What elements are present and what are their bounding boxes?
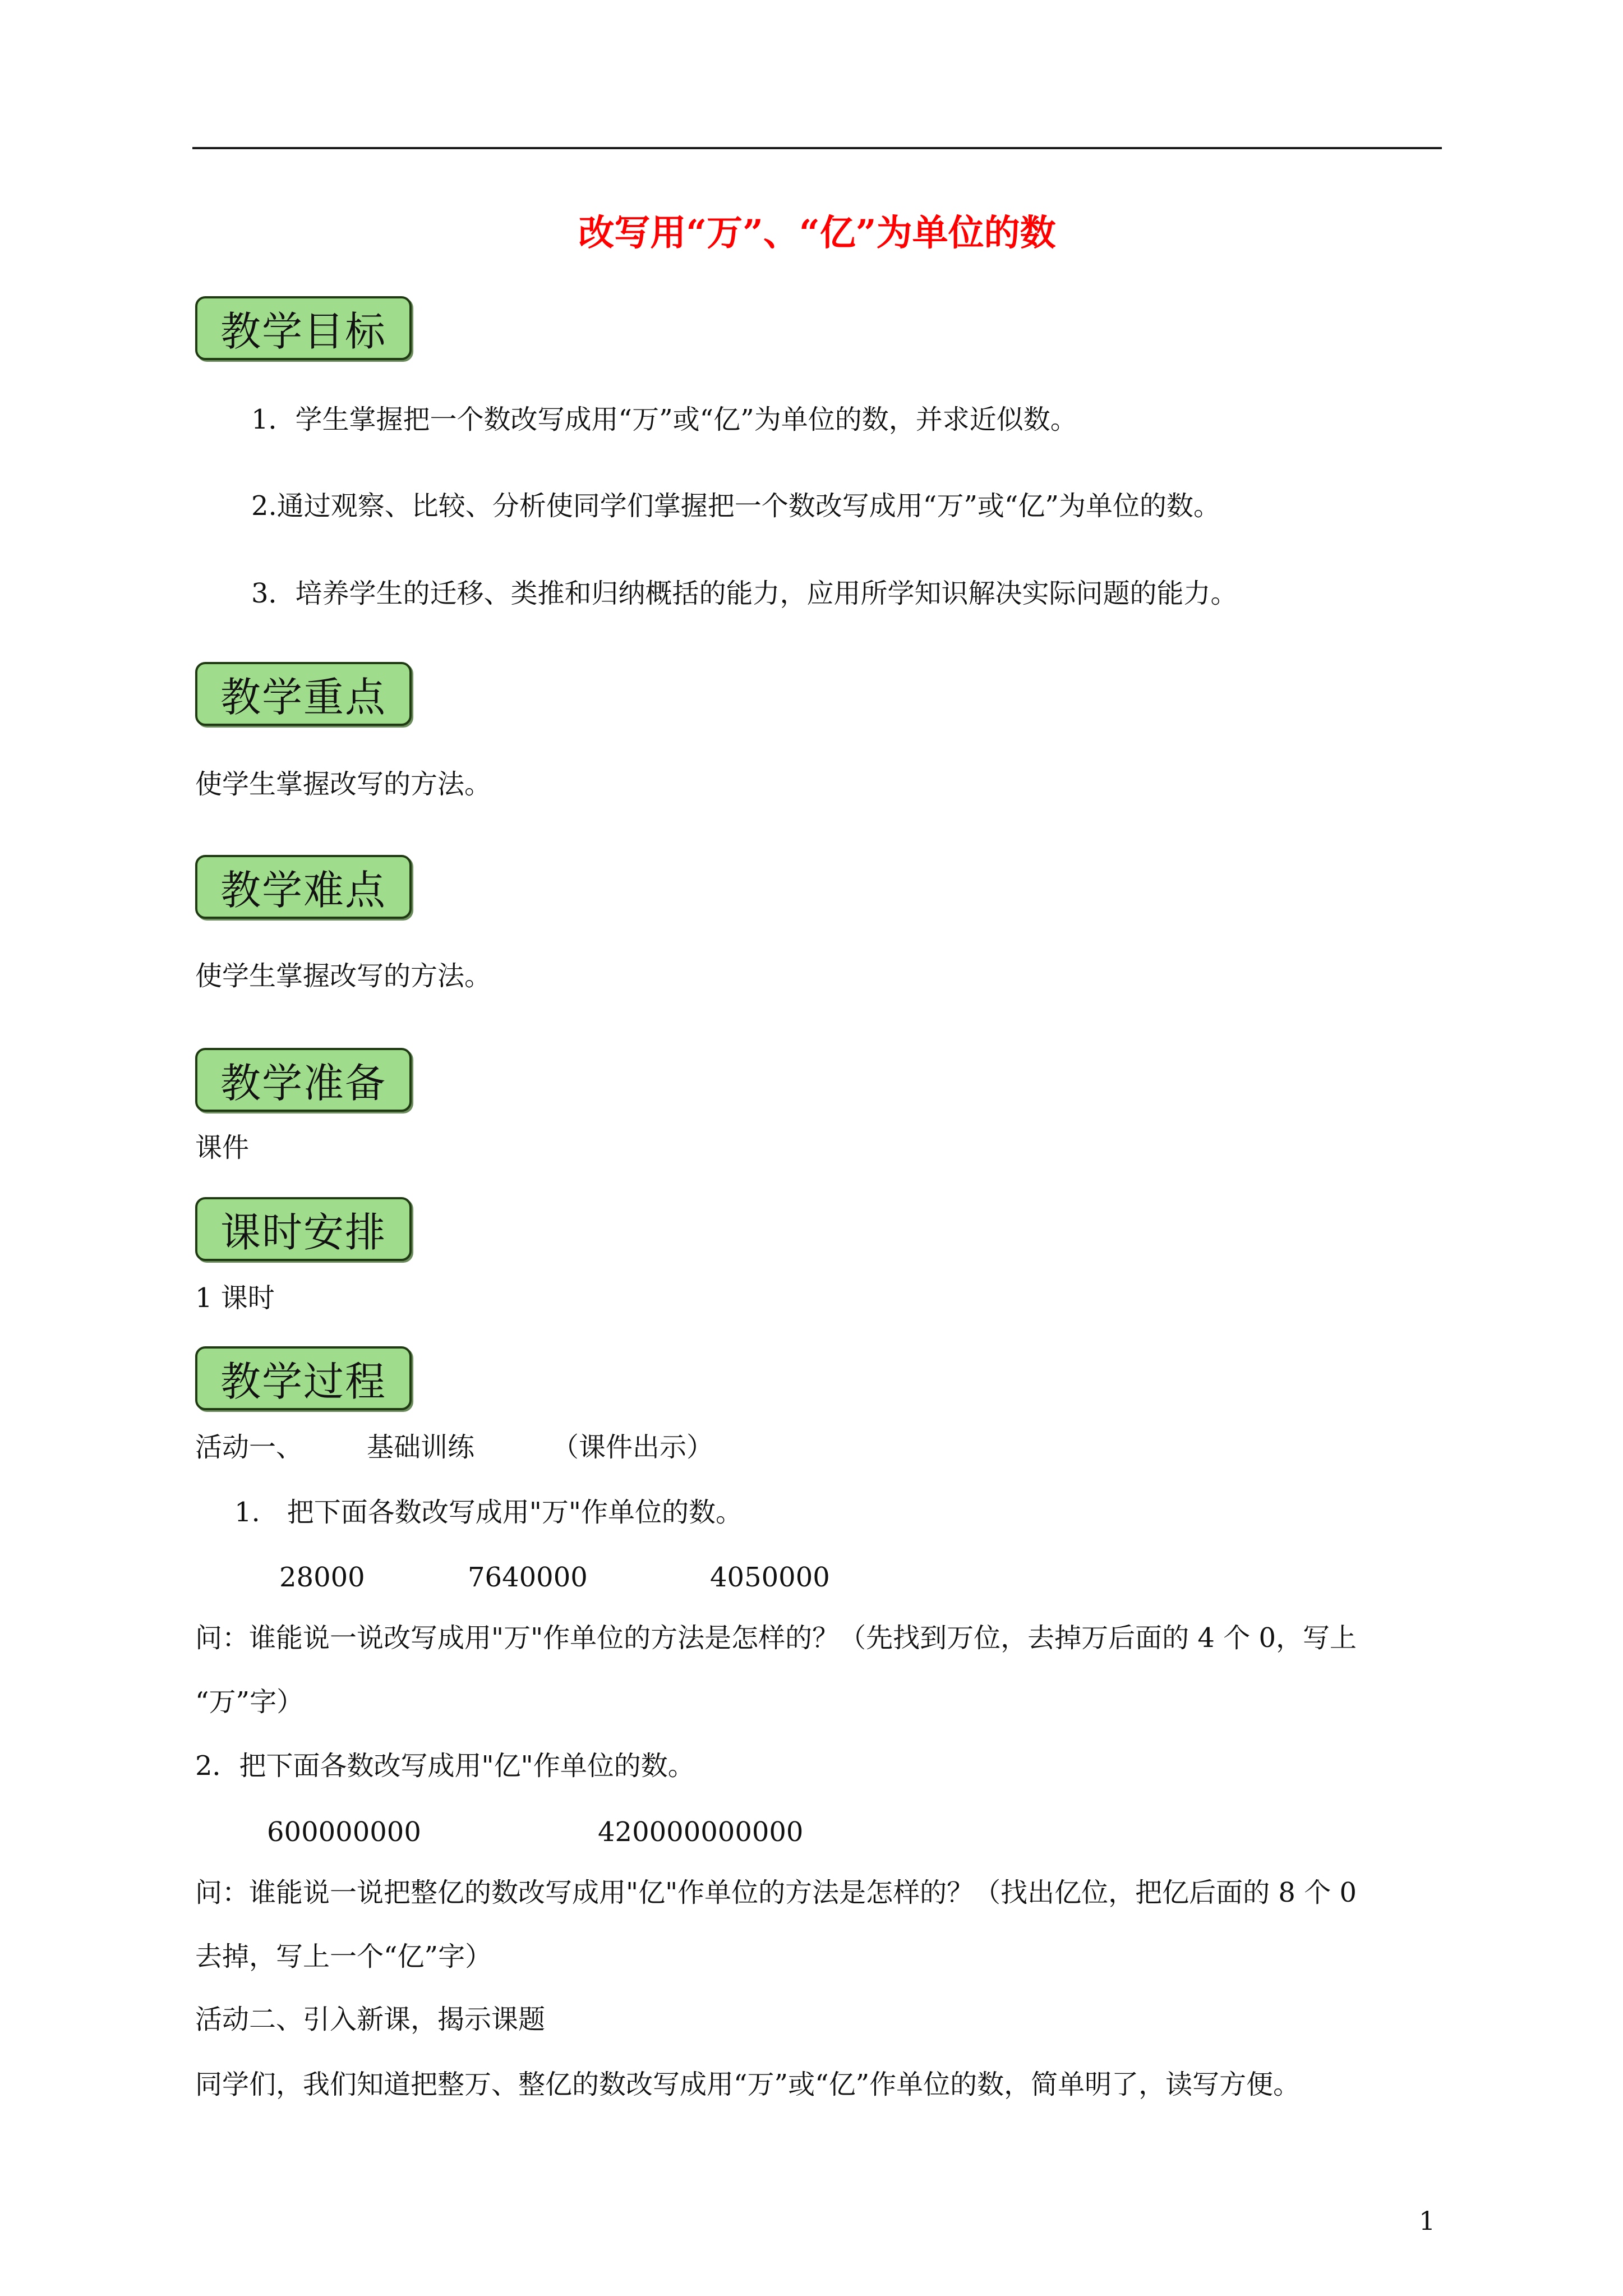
- goal-item-3: 3．培养学生的迁移、类推和归纳概括的能力，应用所学知识解决实际问题的能力。: [251, 578, 1238, 609]
- q2-number-1: 600000000: [267, 1816, 421, 1848]
- goal-item-2: 2.通过观察、比较、分析使同学们掌握把一个数改写成用“万”或“亿”为单位的数。: [251, 490, 1220, 522]
- goal-item-1: 1．学生掌握把一个数改写成用“万”或“亿”为单位的数，并求近似数。: [251, 404, 1077, 435]
- section-heading-difficulties: 教学难点: [195, 855, 412, 919]
- preparation-text: 课件: [195, 1132, 250, 1163]
- question2-prompt: 2．把下面各数改写成用"亿"作单位的数。: [195, 1750, 695, 1782]
- q1-ask-line-1: 问：谁能说一说改写成用"万"作单位的方法是怎样的？（先找到万位，去掉万后面的 4 个 0，写上: [195, 1622, 1357, 1654]
- activity2-heading: 活动二、引入新课，揭示课题: [195, 2004, 546, 2035]
- activity1-note: （课件出示）: [552, 1432, 714, 1463]
- header-rule: [192, 147, 1442, 149]
- q2-number-2: 420000000000: [598, 1816, 804, 1848]
- key-points-text: 使学生掌握改写的方法。: [195, 769, 492, 800]
- q2-ask-line-2: 去掉，写上一个“亿”字）: [195, 1941, 492, 1972]
- activity1-name: 活动一、: [195, 1432, 303, 1463]
- schedule-text: 1 课时: [195, 1282, 275, 1314]
- q2-ask-line-1: 问：谁能说一说把整亿的数改写成用"亿"作单位的方法是怎样的？（找出亿位，把亿后面的 8 个 0: [195, 1877, 1357, 1908]
- page-number: 1: [1419, 2206, 1436, 2236]
- q1-ask-line-2: “万”字）: [195, 1686, 304, 1718]
- document-title: 改写用“万”、“亿”为单位的数: [578, 212, 1056, 254]
- section-heading-process: 教学过程: [195, 1346, 412, 1410]
- section-heading-schedule: 课时安排: [195, 1197, 412, 1261]
- difficulties-text: 使学生掌握改写的方法。: [195, 960, 492, 992]
- activity1-topic: 基础训练: [367, 1432, 475, 1463]
- q1-number-2: 7640000: [468, 1562, 588, 1593]
- q1-number-1: 28000: [279, 1562, 365, 1593]
- section-heading-key-points: 教学重点: [195, 662, 412, 726]
- closing-paragraph: 同学们，我们知道把整万、整亿的数改写成用“万”或“亿”作单位的数，简单明了，读写方便。: [195, 2069, 1301, 2100]
- question1-prompt: 1. 把下面各数改写成用"万"作单位的数。: [234, 1497, 743, 1528]
- q1-number-3: 4050000: [710, 1562, 830, 1593]
- section-heading-goals: 教学目标: [195, 296, 412, 360]
- section-heading-preparation: 教学准备: [195, 1048, 412, 1112]
